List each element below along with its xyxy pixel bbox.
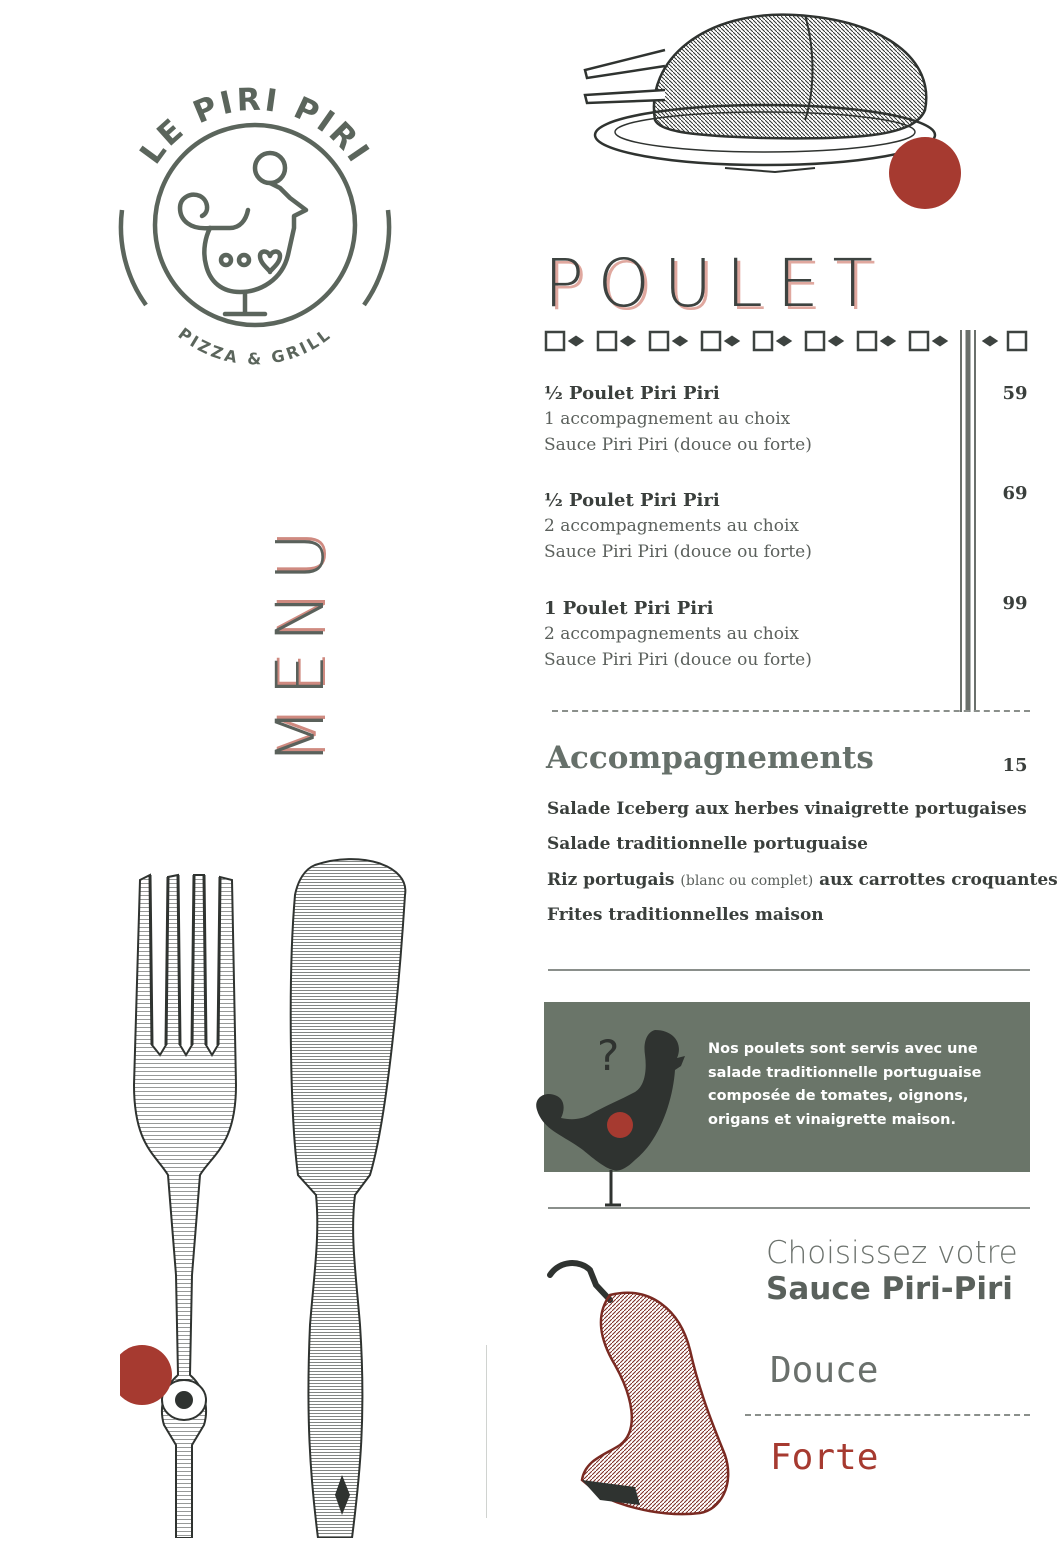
item-sauce: Sauce Piri Piri (douce ou forte) bbox=[544, 435, 812, 455]
info-line: Nos poulets sont servis avec une bbox=[708, 1041, 978, 1057]
item-price: 69 bbox=[1002, 483, 1028, 504]
sauce-option-hot: Forte bbox=[770, 1437, 879, 1478]
rooster-silhouette-icon bbox=[525, 1010, 705, 1210]
svg-text:?: ? bbox=[597, 1031, 620, 1080]
menu-item-2 bbox=[544, 488, 944, 565]
thin-divider bbox=[486, 1345, 487, 1518]
accompagnements-price: 15 bbox=[1002, 755, 1028, 776]
roast-chicken-illustration bbox=[565, 0, 985, 215]
side-item: Salade traditionnelle portuguaise bbox=[547, 834, 868, 854]
cutlery-illustration bbox=[120, 855, 420, 1538]
double-vertical-rule bbox=[958, 330, 980, 712]
item-sauce: Sauce Piri Piri (douce ou forte) bbox=[544, 542, 812, 562]
accompagnements-title: Accompagnements bbox=[546, 740, 874, 776]
info-line: composée de tomates, oignons, bbox=[708, 1088, 969, 1104]
rice-side: aux carrottes croquantes bbox=[813, 870, 1058, 890]
item-sauce: Sauce Piri Piri (douce ou forte) bbox=[544, 650, 812, 670]
fork-icon bbox=[134, 875, 236, 1538]
solid-divider bbox=[548, 969, 1030, 971]
menu-item-1 bbox=[544, 381, 944, 458]
item-price: 99 bbox=[1002, 593, 1028, 614]
sauce-option-mild: Douce bbox=[770, 1350, 879, 1391]
dashed-divider bbox=[745, 1414, 1030, 1416]
side-item: Salade Iceberg aux herbes vinaigrette portugaises bbox=[547, 799, 1027, 819]
item-price: 59 bbox=[1002, 383, 1028, 404]
item-name: ½ Poulet Piri Piri bbox=[544, 490, 720, 511]
solid-divider bbox=[548, 1207, 1030, 1209]
info-line: salade traditionnelle portuguaise bbox=[708, 1064, 982, 1081]
item-description: 2 accompagnements au choix bbox=[544, 624, 799, 644]
knife-icon bbox=[291, 859, 406, 1538]
svg-text:LE PIRI PIRI: LE PIRI PIRI bbox=[133, 81, 378, 171]
sauce-heading-line1: Choisissez votre bbox=[766, 1235, 1018, 1271]
rice-options: (blanc ou complet) bbox=[680, 873, 814, 889]
menu-title-text: MENU bbox=[262, 520, 339, 765]
item-name: ½ Poulet Piri Piri bbox=[544, 383, 720, 404]
sauce-heading-line2: Sauce Piri-Piri bbox=[766, 1271, 1013, 1307]
rice-name: Riz portugais bbox=[547, 870, 681, 890]
brand-logo bbox=[110, 60, 400, 380]
menu-item-3 bbox=[544, 596, 944, 673]
side-item-rice bbox=[547, 870, 1058, 890]
info-text bbox=[708, 1038, 1008, 1132]
svg-text:PIZZA & GRILL: PIZZA & GRILL bbox=[174, 323, 336, 369]
dashed-divider bbox=[552, 710, 1030, 712]
item-description: 2 accompagnements au choix bbox=[544, 516, 799, 536]
item-description: 1 accompagnement au choix bbox=[544, 409, 791, 429]
item-name: 1 Poulet Piri Piri bbox=[544, 598, 714, 619]
side-item: Frites traditionnelles maison bbox=[547, 905, 824, 925]
chili-pepper-illustration bbox=[540, 1255, 750, 1525]
rooster-logo-icon bbox=[110, 60, 400, 380]
section-title-poulet: POULET bbox=[544, 245, 887, 322]
info-line: origans et vinaigrette maison. bbox=[708, 1111, 956, 1128]
